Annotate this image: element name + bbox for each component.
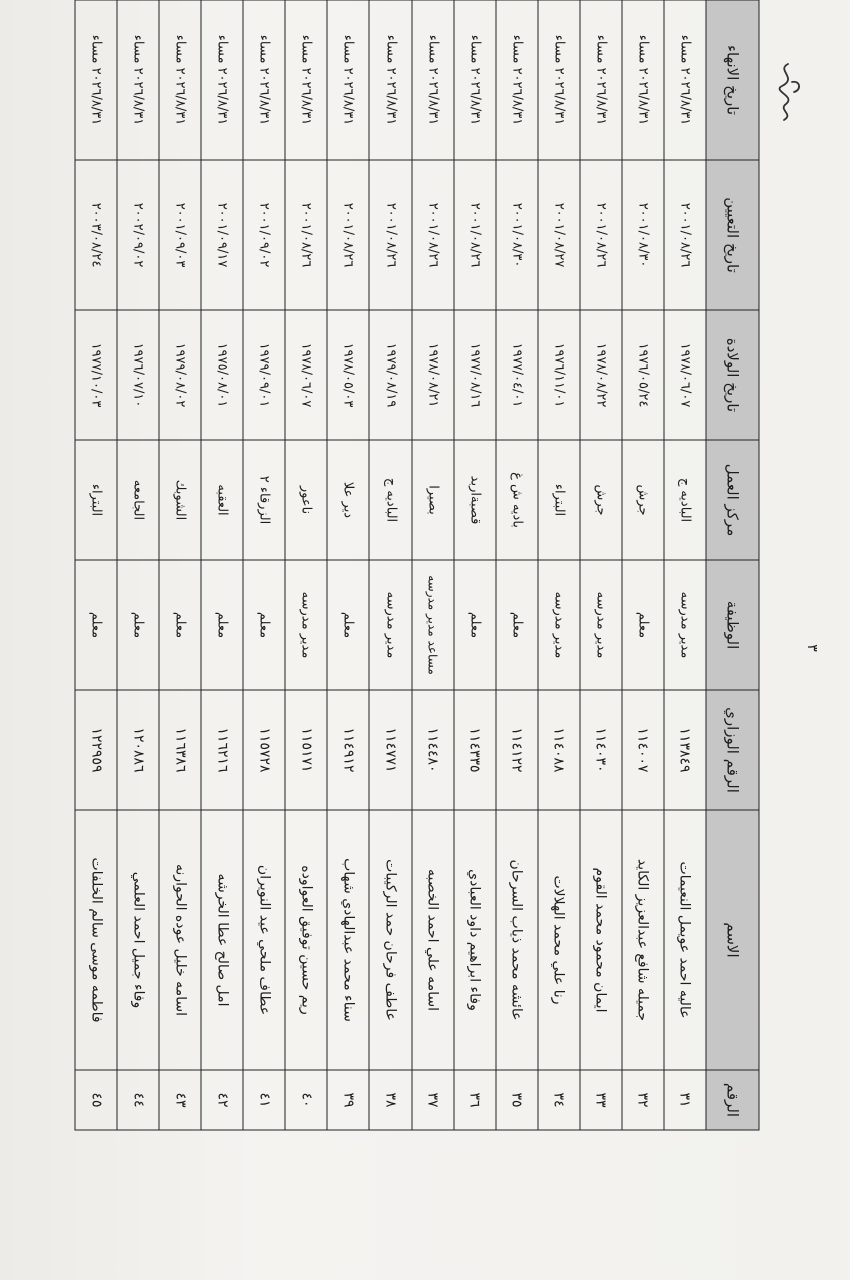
cell-num: ٤٥ xyxy=(75,1070,117,1130)
cell-birth: ١٩٧٧/٠٤/٠١ xyxy=(496,310,538,440)
cell-num: ٤١ xyxy=(243,1070,285,1130)
cell-center: جرش xyxy=(580,440,622,560)
cell-end: ٢٠٢٦/٨/٣١ مساء xyxy=(664,0,706,160)
cell-num: ٣٤ xyxy=(538,1070,580,1130)
cell-ministry-no: ١١٤٩١٢ xyxy=(327,690,369,810)
cell-center: باديه ش غ xyxy=(496,440,538,560)
cell-num: ٣٦ xyxy=(454,1070,496,1130)
table-row xyxy=(370,0,412,1130)
cell-center: الزرقاء ٢ xyxy=(243,440,285,560)
cell-end: ٢٠٢٦/٨/٣١ مساء xyxy=(159,0,201,160)
cell-num: ٣١ xyxy=(664,1070,706,1130)
cell-ministry-no: ١١٦٢١٦ xyxy=(201,690,243,810)
cell-appoint: ٢٠٠١/٠٩/٠٢ xyxy=(243,160,285,310)
cell-end: ٢٠٢٦/٨/٣١ مساء xyxy=(622,0,664,160)
cell-appoint: ٢٠٠١/٠٨/٢٦ xyxy=(454,160,496,310)
cell-center: بصيرا xyxy=(412,440,454,560)
cell-ministry-no: ١١٤٤٨٠ xyxy=(412,690,454,810)
cell-center: قصبةاربد xyxy=(454,440,496,560)
cell-num: ٣٢ xyxy=(622,1070,664,1130)
cell-name: سناء محمد عبدالهادي شهاب xyxy=(327,810,369,1070)
cell-appoint: ٢٠٠٣/٠٨/٢٤ xyxy=(75,160,117,310)
cell-birth: ١٩٧٩/٠٩/٠١ xyxy=(243,310,285,440)
table-row xyxy=(622,0,664,1130)
table-row xyxy=(201,0,243,1130)
table-row xyxy=(75,0,117,1130)
cell-birth: ١٩٧٧/١٠/٠٣ xyxy=(75,310,117,440)
cell-appoint: ٢٠٠١/٠٩/٠٣ xyxy=(159,160,201,310)
cell-birth: ١٩٧٨/٠٥/٠٣ xyxy=(327,310,369,440)
table-row xyxy=(412,0,454,1130)
cell-end: ٢٠٢٦/٨/٣١ مساء xyxy=(75,0,117,160)
header-center: مركز العمل xyxy=(706,440,759,560)
table-row xyxy=(538,0,580,1130)
cell-end: ٢٠٢٦/٨/٣١ مساء xyxy=(285,0,327,160)
cell-job: معلم xyxy=(201,560,243,690)
cell-job: معلم xyxy=(117,560,159,690)
cell-num: ٤٠ xyxy=(285,1070,327,1130)
cell-end: ٢٠٢٦/٨/٣١ مساء xyxy=(454,0,496,160)
cell-num: ٤٣ xyxy=(159,1070,201,1130)
cell-job: مدير مدرسه xyxy=(664,560,706,690)
table-row xyxy=(159,0,201,1130)
header-num: الرقم xyxy=(706,1070,759,1130)
cell-ministry-no: ١١٣٨٤٩ xyxy=(664,690,706,810)
cell-ministry-no: ١١٤٠٨٨ xyxy=(538,690,580,810)
cell-job: معلم xyxy=(622,560,664,690)
cell-appoint: ٢٠٠١/٠٨/٢٦ xyxy=(285,160,327,310)
cell-center: العقبه xyxy=(201,440,243,560)
cell-center: الشوبك xyxy=(159,440,201,560)
cell-job: معلم xyxy=(454,560,496,690)
cell-name: اسامه علي احمد الخصبه xyxy=(412,810,454,1070)
header-appoint: تاريخ التعيين xyxy=(706,160,759,310)
cell-name: عاطف فرحان حمد الركيبات xyxy=(370,810,412,1070)
cell-name: فاطمه موسى سالم الخلفات xyxy=(75,810,117,1070)
cell-job: معلم xyxy=(327,560,369,690)
table-row xyxy=(496,0,538,1130)
cell-name: رنا علي محمد الهلالات xyxy=(538,810,580,1070)
cell-center: الباديه ج xyxy=(370,440,412,560)
table-row xyxy=(664,0,706,1130)
cell-name: عطاف ملحي عيد النويران xyxy=(243,810,285,1070)
header-name: الاسم xyxy=(706,810,759,1070)
cell-center: البتراء xyxy=(75,440,117,560)
employees-table xyxy=(75,0,760,1131)
cell-name: وفاء جميل احمد العلمي xyxy=(117,810,159,1070)
cell-appoint: ٢٠٠١/٠٨/٢٦ xyxy=(664,160,706,310)
cell-job: معلم xyxy=(159,560,201,690)
header-job: الوظيفة xyxy=(706,560,759,690)
cell-ministry-no: ١١٥١٧١ xyxy=(285,690,327,810)
cell-end: ٢٠٢٦/٨/٣١ مساء xyxy=(243,0,285,160)
cell-birth: ١٩٧٩/٠٨/١٩ xyxy=(370,310,412,440)
cell-job: معلم xyxy=(496,560,538,690)
table-header-row xyxy=(706,0,759,1130)
cell-ministry-no: ١٢٢٩٥٩ xyxy=(75,690,117,810)
cell-center: ناعور xyxy=(285,440,327,560)
table-row xyxy=(327,0,369,1130)
table-row xyxy=(580,0,622,1130)
cell-appoint: ٢٠٠١/٠٨/٢٦ xyxy=(580,160,622,310)
table-row xyxy=(285,0,327,1130)
cell-name: وفاء ابراهيم داود العبادي xyxy=(454,810,496,1070)
header-ministry-no: الرقم الوزاري xyxy=(706,690,759,810)
cell-job: مدير مدرسه xyxy=(538,560,580,690)
cell-birth: ١٩٧٦/١١/٠١ xyxy=(538,310,580,440)
cell-job: مدير مدرسه xyxy=(370,560,412,690)
cell-appoint: ٢٠٠١/٠٨/٢٦ xyxy=(370,160,412,310)
cell-center: البتراء xyxy=(538,440,580,560)
header-birth: تاريخ الولادة xyxy=(706,310,759,440)
cell-birth: ١٩٧٨/٠٦/٠٧ xyxy=(664,310,706,440)
cell-appoint: ٢٠٠١/٠٨/٢٦ xyxy=(412,160,454,310)
cell-appoint: ٢٠٠١/٠٨/٣٠ xyxy=(496,160,538,310)
page-number: ٣ xyxy=(803,644,820,652)
cell-appoint: ٢٠٠١/٠٨/٢٧ xyxy=(538,160,580,310)
cell-center: الباديه ج xyxy=(664,440,706,560)
cell-center: الجامعه xyxy=(117,440,159,560)
cell-ministry-no: ١١٤٧٧١ xyxy=(370,690,412,810)
header-end: تاريخ الانهاء xyxy=(706,0,759,160)
cell-birth: ١٩٧٩/٠٨/٠٢ xyxy=(159,310,201,440)
cell-birth: ١٩٧٨/٠٨/٢٢ xyxy=(580,310,622,440)
cell-birth: ١٩٧٦/٠٥/٢٤ xyxy=(622,310,664,440)
cell-name: ريم حسين توفيق العواوده xyxy=(285,810,327,1070)
cell-appoint: ٢٠٠١/٠٨/٣٠ xyxy=(622,160,664,310)
cell-ministry-no: ١١٤٣٣٥ xyxy=(454,690,496,810)
cell-ministry-no: ١١٥٧٢٨ xyxy=(243,690,285,810)
cell-num: ٤٢ xyxy=(201,1070,243,1130)
cell-name: اسامه خليل عوده الحوارنه xyxy=(159,810,201,1070)
cell-ministry-no: ١٢٠٨٨٦ xyxy=(117,690,159,810)
cell-center: جرش xyxy=(622,440,664,560)
cell-appoint: ٢٠٠٢/٠٩/٠٢ xyxy=(117,160,159,310)
cell-name: عائشه محمد ذياب السرحان xyxy=(496,810,538,1070)
cell-num: ٣٧ xyxy=(412,1070,454,1130)
cell-job: معلم xyxy=(243,560,285,690)
cell-num: ٤٤ xyxy=(117,1070,159,1130)
cell-end: ٢٠٢٦/٨/٣١ مساء xyxy=(327,0,369,160)
cell-ministry-no: ١١٤٠٣٠ xyxy=(580,690,622,810)
cell-birth: ١٩٧٨/٠٦/٠٧ xyxy=(285,310,327,440)
table-row xyxy=(454,0,496,1130)
cell-name: ايمان محمود محمد القوم xyxy=(580,810,622,1070)
table-row xyxy=(117,0,159,1130)
cell-appoint: ٢٠٠١/٠٩/١٧ xyxy=(201,160,243,310)
rotated-table-wrapper xyxy=(75,0,760,1130)
cell-end: ٢٠٢٦/٨/٣١ مساء xyxy=(412,0,454,160)
cell-center: دير علا xyxy=(327,440,369,560)
cell-end: ٢٠٢٦/٨/٣١ مساء xyxy=(496,0,538,160)
cell-name: جميله شافع عبدالعزيز الكايد xyxy=(622,810,664,1070)
cell-name: عاليه احمد عويمل النعيمات xyxy=(664,810,706,1070)
cell-birth: ١٩٧٨/٠٨/٢١ xyxy=(412,310,454,440)
cell-end: ٢٠٢٦/٨/٣١ مساء xyxy=(117,0,159,160)
cell-birth: ١٩٧٧/٠٨/١٦ xyxy=(454,310,496,440)
cell-job: مساعد مدير مدرسه xyxy=(412,560,454,690)
cell-ministry-no: ١١٤٠٠٧ xyxy=(622,690,664,810)
cell-name: امل صالح عطا الخرشه xyxy=(201,810,243,1070)
cell-num: ٣٩ xyxy=(327,1070,369,1130)
cell-ministry-no: ١١٤١٢٢ xyxy=(496,690,538,810)
cell-end: ٢٠٢٦/٨/٣١ مساء xyxy=(580,0,622,160)
cell-end: ٢٠٢٦/٨/٣١ مساء xyxy=(201,0,243,160)
signature-mark xyxy=(768,60,806,124)
cell-num: ٣٣ xyxy=(580,1070,622,1130)
cell-end: ٢٠٢٦/٨/٣١ مساء xyxy=(370,0,412,160)
cell-end: ٢٠٢٦/٨/٣١ مساء xyxy=(538,0,580,160)
cell-num: ٣٥ xyxy=(496,1070,538,1130)
cell-appoint: ٢٠٠١/٠٨/٢٦ xyxy=(327,160,369,310)
cell-birth: ١٩٧٥/٠٨/٠١ xyxy=(201,310,243,440)
cell-job: مدير مدرسه xyxy=(580,560,622,690)
cell-ministry-no: ١١٦٣٨٦ xyxy=(159,690,201,810)
cell-num: ٣٨ xyxy=(370,1070,412,1130)
cell-job: معلم xyxy=(75,560,117,690)
table-row xyxy=(243,0,285,1130)
cell-birth: ١٩٧٦/٠٧/١٠ xyxy=(117,310,159,440)
cell-job: مدير مدرسه xyxy=(285,560,327,690)
